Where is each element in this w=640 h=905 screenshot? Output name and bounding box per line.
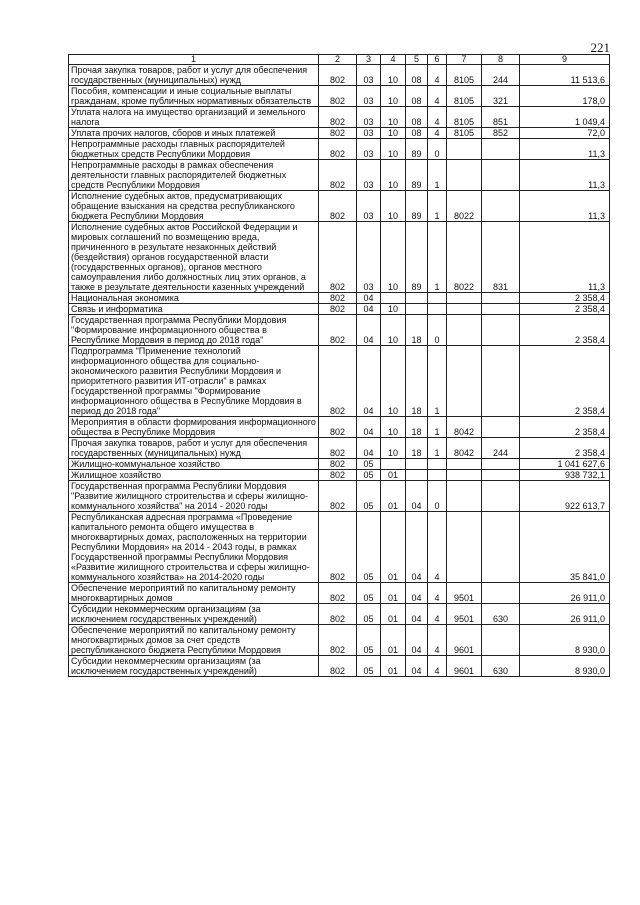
row-name-cell: Обеспечение мероприятий по капитальному ремонту многоквартирных домов за счет средств республиканского бюджета Республики Мордовия <box>69 625 319 656</box>
row-name-cell: Исполнение судебных актов, предусматривающих обращение взыскания на средства республиканского бюджета Республики Мордовия <box>69 191 319 222</box>
program-code-cell: 04 <box>406 512 428 583</box>
subprogram-code-cell: 4 <box>428 656 447 677</box>
table-row <box>69 128 610 139</box>
program-code-cell: 18 <box>406 346 428 417</box>
subprogram-code-cell: 1 <box>428 191 447 222</box>
direction-code-cell: 9601 <box>447 625 482 656</box>
row-name-cell: Государственная программа Республики Мордовия "Развитие жилищного строительства и сферы жилищно-коммунального хозяйства" на 2014 - 2020 годы <box>69 481 319 512</box>
header-cell: 5 <box>406 55 428 65</box>
expense-type-code-cell <box>482 625 520 656</box>
admin-code-cell: 802 <box>319 107 357 128</box>
direction-code-cell <box>447 160 482 191</box>
section-code-cell: 04 <box>357 293 381 304</box>
section-code-cell: 05 <box>357 604 381 625</box>
amount-cell: 938 732,1 <box>520 470 610 481</box>
subsection-code-cell: 01 <box>381 604 406 625</box>
subprogram-code-cell <box>428 470 447 481</box>
table-row <box>69 470 610 481</box>
amount-cell: 8 930,0 <box>520 656 610 677</box>
amount-cell: 11 513,6 <box>520 65 610 86</box>
section-code-cell: 05 <box>357 625 381 656</box>
subprogram-code-cell: 0 <box>428 481 447 512</box>
row-name-cell: Непрограммные расходы в рамках обеспечения деятельности главных распорядителей бюджетных средств Республики Мордовия <box>69 160 319 191</box>
subsection-code-cell: 01 <box>381 470 406 481</box>
program-code-cell: 89 <box>406 222 428 293</box>
section-code-cell: 05 <box>357 583 381 604</box>
table-row <box>69 222 610 293</box>
table-row <box>69 438 610 459</box>
program-code-cell: 04 <box>406 583 428 604</box>
program-code-cell <box>406 304 428 315</box>
expense-type-code-cell <box>482 459 520 470</box>
table-row <box>69 512 610 583</box>
table-row <box>69 107 610 128</box>
subsection-code-cell: 01 <box>381 656 406 677</box>
section-code-cell: 03 <box>357 222 381 293</box>
direction-code-cell: 8105 <box>447 107 482 128</box>
expense-type-code-cell: 852 <box>482 128 520 139</box>
subprogram-code-cell: 4 <box>428 625 447 656</box>
direction-code-cell: 8105 <box>447 86 482 107</box>
subprogram-code-cell: 1 <box>428 222 447 293</box>
budget-table <box>68 54 610 677</box>
subprogram-code-cell <box>428 459 447 470</box>
amount-cell: 2 358,4 <box>520 304 610 315</box>
program-code-cell: 04 <box>406 656 428 677</box>
admin-code-cell: 802 <box>319 656 357 677</box>
admin-code-cell: 802 <box>319 86 357 107</box>
amount-cell: 11,3 <box>520 139 610 160</box>
subsection-code-cell: 10 <box>381 139 406 160</box>
table-row <box>69 417 610 438</box>
amount-cell: 11,3 <box>520 160 610 191</box>
direction-code-cell <box>447 346 482 417</box>
subsection-code-cell: 10 <box>381 438 406 459</box>
subprogram-code-cell <box>428 293 447 304</box>
row-name-cell: Жилищно-коммунальное хозяйство <box>69 459 319 470</box>
subsection-code-cell: 10 <box>381 315 406 346</box>
amount-cell: 922 613,7 <box>520 481 610 512</box>
subsection-code-cell: 10 <box>381 128 406 139</box>
subprogram-code-cell: 4 <box>428 583 447 604</box>
table-row <box>69 191 610 222</box>
subprogram-code-cell <box>428 304 447 315</box>
table-row <box>69 583 610 604</box>
header-cell: 9 <box>520 55 610 65</box>
header-cell: 4 <box>381 55 406 65</box>
admin-code-cell: 802 <box>319 625 357 656</box>
admin-code-cell: 802 <box>319 128 357 139</box>
direction-code-cell: 9501 <box>447 604 482 625</box>
expense-type-code-cell: 244 <box>482 438 520 459</box>
admin-code-cell: 802 <box>319 222 357 293</box>
amount-cell: 72,0 <box>520 128 610 139</box>
section-code-cell: 05 <box>357 656 381 677</box>
section-code-cell: 05 <box>357 470 381 481</box>
subprogram-code-cell: 0 <box>428 315 447 346</box>
direction-code-cell: 9601 <box>447 656 482 677</box>
row-name-cell: Субсидии некоммерческим организациям (за исключением государственных учреждений) <box>69 656 319 677</box>
section-code-cell: 05 <box>357 512 381 583</box>
table-row <box>69 656 610 677</box>
table-row <box>69 315 610 346</box>
subsection-code-cell: 01 <box>381 512 406 583</box>
section-code-cell: 03 <box>357 128 381 139</box>
direction-code-cell <box>447 470 482 481</box>
table-row <box>69 65 610 86</box>
subsection-code-cell: 01 <box>381 583 406 604</box>
table-row <box>69 625 610 656</box>
row-name-cell: Связь и информатика <box>69 304 319 315</box>
admin-code-cell: 802 <box>319 191 357 222</box>
expense-type-code-cell <box>482 512 520 583</box>
subsection-code-cell: 01 <box>381 625 406 656</box>
section-code-cell: 04 <box>357 438 381 459</box>
row-name-cell: Национальная экономика <box>69 293 319 304</box>
program-code-cell: 18 <box>406 438 428 459</box>
amount-cell: 178,0 <box>520 86 610 107</box>
table-row <box>69 604 610 625</box>
section-code-cell: 04 <box>357 304 381 315</box>
admin-code-cell: 802 <box>319 512 357 583</box>
expense-type-code-cell: 851 <box>482 107 520 128</box>
table-row <box>69 139 610 160</box>
section-code-cell: 03 <box>357 86 381 107</box>
section-code-cell: 03 <box>357 191 381 222</box>
program-code-cell: 89 <box>406 191 428 222</box>
admin-code-cell: 802 <box>319 604 357 625</box>
subprogram-code-cell: 0 <box>428 139 447 160</box>
expense-type-code-cell <box>482 160 520 191</box>
expense-type-code-cell <box>482 139 520 160</box>
subprogram-code-cell: 1 <box>428 438 447 459</box>
program-code-cell: 89 <box>406 139 428 160</box>
page-number: 221 <box>590 40 610 55</box>
amount-cell: 2 358,4 <box>520 346 610 417</box>
row-name-cell: Мероприятия в области формирования информационного общества в Республике Мордовия <box>69 417 319 438</box>
subsection-code-cell: 10 <box>381 346 406 417</box>
expense-type-code-cell: 321 <box>482 86 520 107</box>
header-cell: 3 <box>357 55 381 65</box>
table-row <box>69 304 610 315</box>
direction-code-cell: 8042 <box>447 417 482 438</box>
header-cell: 8 <box>482 55 520 65</box>
subprogram-code-cell: 1 <box>428 160 447 191</box>
admin-code-cell: 802 <box>319 459 357 470</box>
table-row <box>69 481 610 512</box>
row-name-cell: Республиканская адресная программа «Проведение капитального ремонта общего имущества в многоквартирных домах, расположенных на территории Республики Мордовия» на 2014 - 2043 годы, в рамках Государственной программы Республики Мордовия «Развитие жилищного строительства и сферы жилищно-коммунального хозяйства» на 2014-2020 годы <box>69 512 319 583</box>
amount-cell: 35 841,0 <box>520 512 610 583</box>
expense-type-code-cell <box>482 481 520 512</box>
direction-code-cell: 8105 <box>447 128 482 139</box>
expense-type-code-cell: 630 <box>482 656 520 677</box>
table-row <box>69 293 610 304</box>
amount-cell: 11,3 <box>520 191 610 222</box>
expense-type-code-cell <box>482 470 520 481</box>
amount-cell: 1 049,4 <box>520 107 610 128</box>
row-name-cell: Пособия, компенсации и иные социальные выплаты гражданам, кроме публичных нормативных обязательств <box>69 86 319 107</box>
header-cell: 6 <box>428 55 447 65</box>
program-code-cell <box>406 293 428 304</box>
direction-code-cell: 8022 <box>447 222 482 293</box>
program-code-cell: 04 <box>406 625 428 656</box>
admin-code-cell: 802 <box>319 346 357 417</box>
subsection-code-cell: 10 <box>381 86 406 107</box>
admin-code-cell: 802 <box>319 438 357 459</box>
subprogram-code-cell: 4 <box>428 107 447 128</box>
row-name-cell: Субсидии некоммерческим организациям (за исключением государственных учреждений) <box>69 604 319 625</box>
program-code-cell: 08 <box>406 86 428 107</box>
subsection-code-cell <box>381 459 406 470</box>
subsection-code-cell: 10 <box>381 304 406 315</box>
program-code-cell: 18 <box>406 315 428 346</box>
row-name-cell: Государственная программа Республики Мордовия "Формирование информационного общества в Республике Мордовия в период до 2018 года" <box>69 315 319 346</box>
program-code-cell: 18 <box>406 417 428 438</box>
direction-code-cell <box>447 304 482 315</box>
admin-code-cell: 802 <box>319 304 357 315</box>
admin-code-cell: 802 <box>319 293 357 304</box>
expense-type-code-cell: 630 <box>482 604 520 625</box>
header-cell: 7 <box>447 55 482 65</box>
expense-type-code-cell <box>482 583 520 604</box>
program-code-cell: 89 <box>406 160 428 191</box>
subprogram-code-cell: 4 <box>428 65 447 86</box>
expense-type-code-cell <box>482 417 520 438</box>
expense-type-code-cell <box>482 304 520 315</box>
section-code-cell: 05 <box>357 481 381 512</box>
row-name-cell: Прочая закупка товаров, работ и услуг для обеспечения государственных (муниципальных) нужд <box>69 438 319 459</box>
row-name-cell: Подпрограмма "Применение технологий информационного общества для социально-экономического развития Республики Мордовия и приоритетного развития ИТ-отрасли" в рамках Государственной программы "Формирование информационного общества в Республике Мордовия в период до 2018 года" <box>69 346 319 417</box>
subprogram-code-cell: 4 <box>428 86 447 107</box>
direction-code-cell <box>447 459 482 470</box>
expense-type-code-cell: 831 <box>482 222 520 293</box>
program-code-cell: 08 <box>406 128 428 139</box>
section-code-cell: 04 <box>357 315 381 346</box>
section-code-cell: 03 <box>357 107 381 128</box>
subprogram-code-cell: 4 <box>428 512 447 583</box>
section-code-cell: 04 <box>357 346 381 417</box>
row-name-cell: Уплата прочих налогов, сборов и иных платежей <box>69 128 319 139</box>
subsection-code-cell <box>381 293 406 304</box>
program-code-cell <box>406 470 428 481</box>
row-name-cell: Жилищное хозяйство <box>69 470 319 481</box>
direction-code-cell <box>447 293 482 304</box>
row-name-cell: Уплата налога на имущество организаций и земельного налога <box>69 107 319 128</box>
admin-code-cell: 802 <box>319 315 357 346</box>
program-code-cell <box>406 459 428 470</box>
admin-code-cell: 802 <box>319 139 357 160</box>
direction-code-cell: 8042 <box>447 438 482 459</box>
admin-code-cell: 802 <box>319 65 357 86</box>
row-name-cell: Исполнение судебных актов Российской Федерации и мировых соглашений по возмещению вреда, причиненного в результате незаконных действий (бездействия) органов государственной власти (государственных органов), органов местного самоуправления либо должностных лиц этих органов, а также в результате деятельности казенных учреждений <box>69 222 319 293</box>
admin-code-cell: 802 <box>319 470 357 481</box>
row-name-cell: Непрограммные расходы главных распорядителей бюджетных средств Республики Мордовия <box>69 139 319 160</box>
direction-code-cell: 8105 <box>447 65 482 86</box>
direction-code-cell <box>447 481 482 512</box>
amount-cell: 1 041 627,6 <box>520 459 610 470</box>
admin-code-cell: 802 <box>319 417 357 438</box>
row-name-cell: Прочая закупка товаров, работ и услуг для обеспечения государственных (муниципальных) нужд <box>69 65 319 86</box>
table-row <box>69 459 610 470</box>
expense-type-code-cell <box>482 315 520 346</box>
subsection-code-cell: 10 <box>381 417 406 438</box>
program-code-cell: 08 <box>406 65 428 86</box>
direction-code-cell: 8022 <box>447 191 482 222</box>
program-code-cell: 08 <box>406 107 428 128</box>
expense-type-code-cell: 244 <box>482 65 520 86</box>
program-code-cell: 04 <box>406 481 428 512</box>
direction-code-cell <box>447 139 482 160</box>
amount-cell: 2 358,4 <box>520 293 610 304</box>
subsection-code-cell: 10 <box>381 160 406 191</box>
header-cell: 2 <box>319 55 357 65</box>
amount-cell: 26 911,0 <box>520 583 610 604</box>
subsection-code-cell: 10 <box>381 107 406 128</box>
table-row <box>69 86 610 107</box>
admin-code-cell: 802 <box>319 160 357 191</box>
amount-cell: 2 358,4 <box>520 417 610 438</box>
subsection-code-cell: 10 <box>381 222 406 293</box>
table-header-row <box>69 55 610 65</box>
direction-code-cell: 9501 <box>447 583 482 604</box>
section-code-cell: 03 <box>357 160 381 191</box>
subsection-code-cell: 10 <box>381 191 406 222</box>
subprogram-code-cell: 4 <box>428 128 447 139</box>
expense-type-code-cell <box>482 293 520 304</box>
amount-cell: 8 930,0 <box>520 625 610 656</box>
subsection-code-cell: 01 <box>381 481 406 512</box>
amount-cell: 2 358,4 <box>520 438 610 459</box>
subprogram-code-cell: 4 <box>428 604 447 625</box>
subprogram-code-cell: 1 <box>428 417 447 438</box>
header-cell: 1 <box>69 55 319 65</box>
amount-cell: 26 911,0 <box>520 604 610 625</box>
section-code-cell: 03 <box>357 139 381 160</box>
row-name-cell: Обеспечение мероприятий по капитальному ремонту многоквартирных домов <box>69 583 319 604</box>
direction-code-cell <box>447 512 482 583</box>
direction-code-cell <box>447 315 482 346</box>
admin-code-cell: 802 <box>319 481 357 512</box>
program-code-cell: 04 <box>406 604 428 625</box>
expense-type-code-cell <box>482 346 520 417</box>
amount-cell: 11,3 <box>520 222 610 293</box>
table-row <box>69 160 610 191</box>
section-code-cell: 04 <box>357 417 381 438</box>
subprogram-code-cell: 1 <box>428 346 447 417</box>
table-row <box>69 346 610 417</box>
section-code-cell: 03 <box>357 65 381 86</box>
amount-cell: 2 358,4 <box>520 315 610 346</box>
section-code-cell: 05 <box>357 459 381 470</box>
subsection-code-cell: 10 <box>381 65 406 86</box>
expense-type-code-cell <box>482 191 520 222</box>
admin-code-cell: 802 <box>319 583 357 604</box>
